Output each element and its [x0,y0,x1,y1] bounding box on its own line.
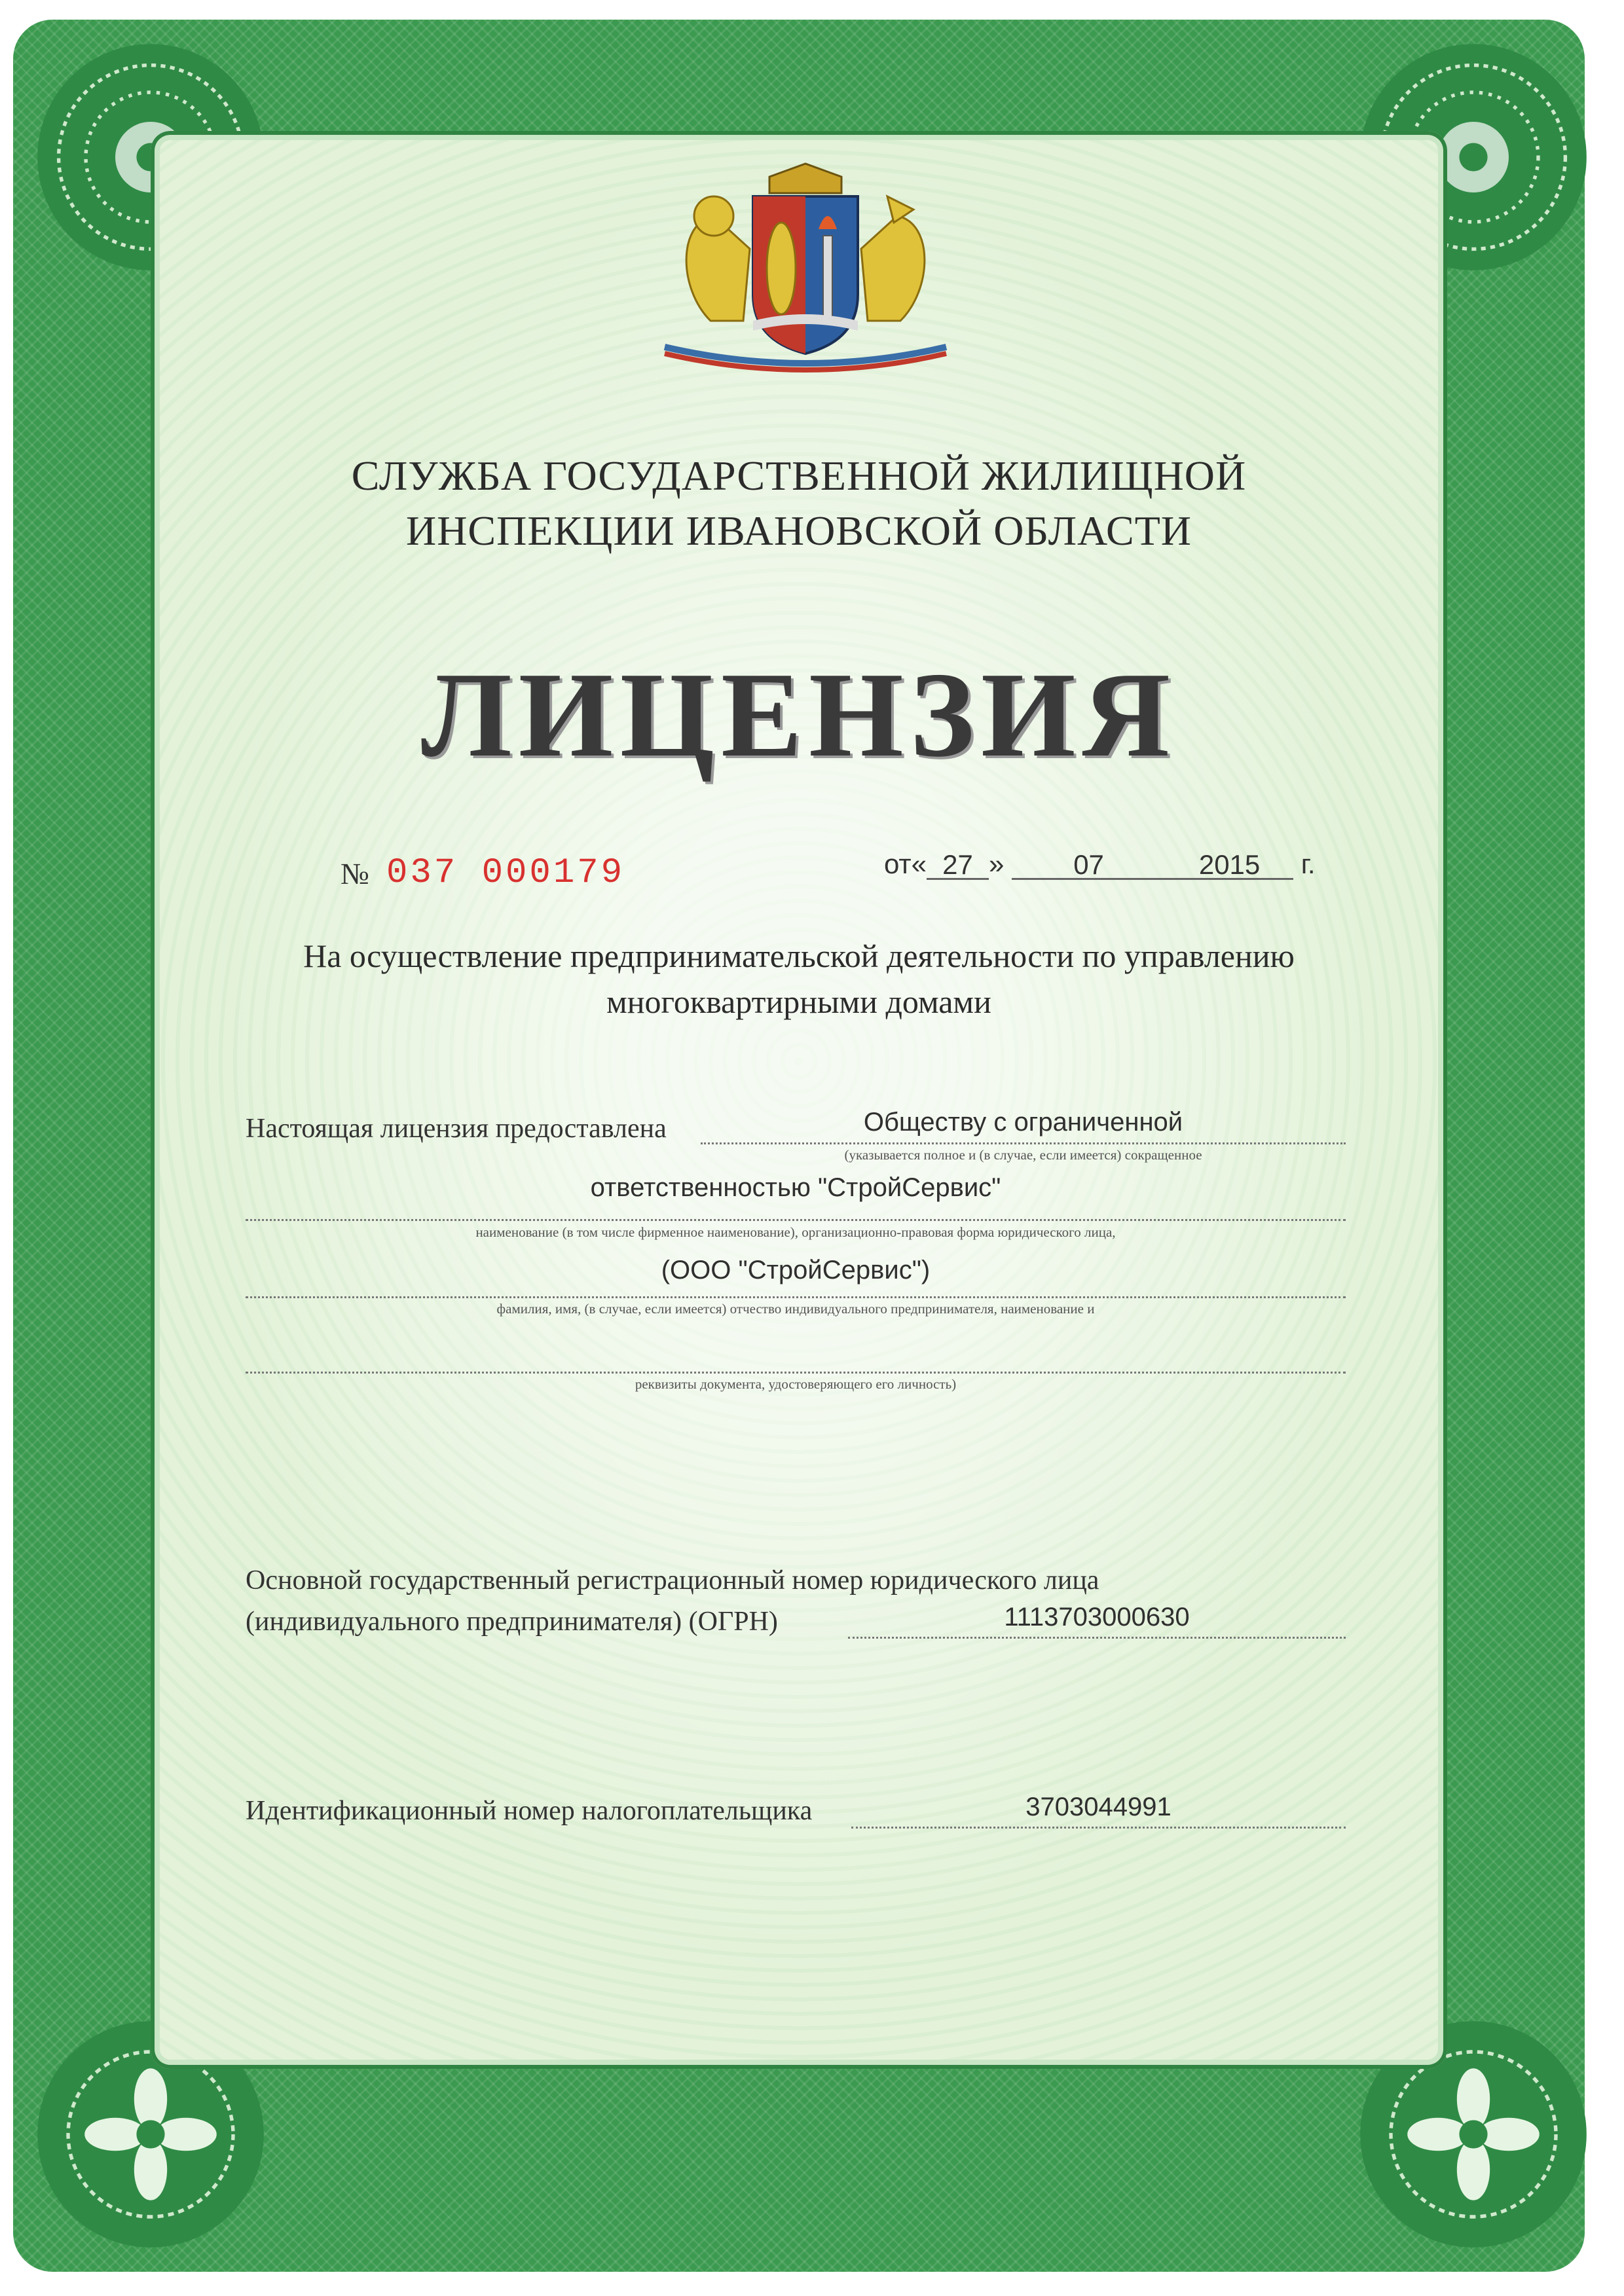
ogrn-label-1: Основной государственный регистрационный номер юридического лица [246,1565,1099,1595]
issuer-line-2: ИНСПЕКЦИИ ИВАНОВСКОЙ ОБЛАСТИ [405,507,1192,554]
license-date [884,848,1316,880]
ogrn-label-2: (индивидуального предпринимателя) (ОГРН) [246,1607,778,1637]
purpose-line-2: многоквартирными домами [606,983,991,1020]
date-month: 07 [1012,849,1166,880]
date-day: 27 [927,849,989,880]
grantee-hint-1: (указывается полное и (в случае, если имеется) сокращенное [844,1147,1202,1163]
inn-label: Идентификационный номер налогоплательщика [246,1796,813,1826]
issuer-name [151,448,1447,558]
grantee-value-1: Обществу с ограниченной [863,1108,1183,1137]
grantee-line-2 [246,1219,1346,1221]
coat-of-arms-icon [652,157,959,373]
document-body [151,131,1447,2069]
grantee-line-1 [701,1142,1346,1144]
license-number: 037 000179 [386,853,625,893]
issuer-line-1: СЛУЖБА ГОСУДАРСТВЕННОЙ ЖИЛИЩНОЙ [351,452,1247,499]
ogrn-value: 1113703000630 [1004,1603,1190,1631]
grantee-line-3 [246,1296,1346,1298]
date-close-quote: » [989,848,1005,879]
grantee-hint-2: наименование (в том числе фирменное наименование), организационно-правовая форма юридического лица, [475,1224,1116,1240]
license-purpose [151,933,1447,1025]
grantee-hint-3: фамилия, имя, (в случае, если имеется) отчество индивидуального предпринимателя, наименование и [496,1301,1095,1317]
ogrn-line [848,1637,1346,1639]
inn-line [851,1827,1346,1829]
document-title: ЛИЦЕНЗИЯ [421,647,1177,782]
grantee-label: Настоящая лицензия предоставлена [246,1114,667,1144]
inn-value: 3703044991 [1025,1793,1172,1821]
grantee-line-4 [246,1372,1346,1374]
purpose-line-1: На осуществление предпринимательской деятельности по управлению [303,938,1295,974]
date-year: 2015 [1166,849,1293,880]
date-prefix: от [884,848,912,879]
grantee-value-3: (ООО "СтройСервис") [661,1256,931,1285]
date-year-suffix: г. [1301,848,1316,879]
grantee-hint-4: реквизиты документа, удостоверяющего его личность) [635,1376,957,1392]
date-open-quote: « [911,848,927,879]
grantee-value-2: ответственностью "СтройСервис" [590,1173,1001,1202]
license-number-label: № [341,857,369,890]
